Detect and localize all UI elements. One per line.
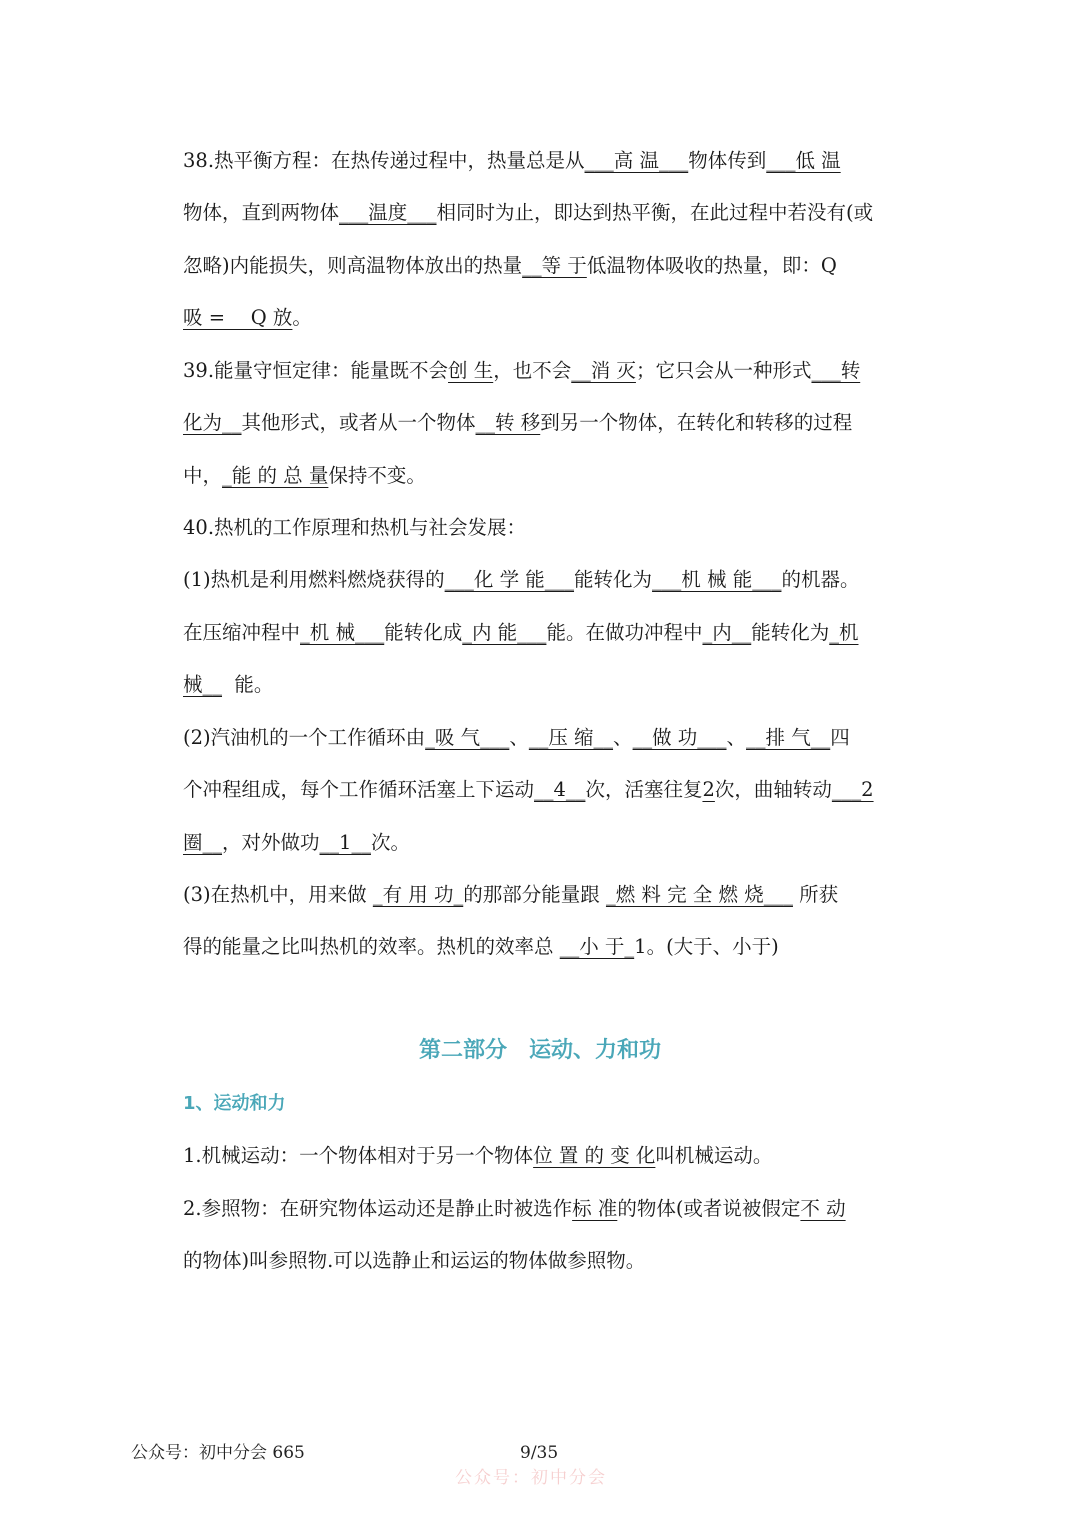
text: 四	[830, 726, 850, 749]
text: 1.机械运动：一个物体相对于另一个物体	[183, 1144, 534, 1167]
text: (3)在热机中，用来做	[183, 883, 367, 906]
blank-answer: __排 气__	[746, 726, 831, 749]
text: 次，活塞往复	[585, 778, 703, 801]
blank-answer: 械__	[183, 673, 223, 696]
text: ；它只会从一种形式	[635, 359, 812, 382]
blank-answer: 吸 = Q 放	[183, 306, 293, 329]
item-40-title: 40.热机的工作原理和热机与社会发展：	[183, 516, 527, 539]
blank-answer: _机	[829, 621, 859, 644]
blank-answer: ___转	[811, 359, 861, 382]
text: 物体传到	[688, 149, 767, 172]
blank-answer: 不 动	[800, 1197, 846, 1220]
text: 能。	[234, 673, 274, 696]
text: 的物体)叫参照物.可以选静止和运运的物体做参照物。	[183, 1249, 646, 1272]
text: 能转化为	[574, 568, 653, 591]
text: 、	[509, 726, 529, 749]
item-40-2-line-2	[183, 775, 883, 805]
blank-answer: ___温度___	[339, 201, 437, 224]
blank-answer: 圈__	[183, 831, 223, 854]
text: 忽略)内能损失，则高温物体放出的热量	[183, 254, 523, 277]
blank-answer: _吸 气___	[425, 726, 510, 749]
blank-answer: ___化 学 能___	[444, 568, 575, 591]
text: 叫机械运动。	[655, 1144, 773, 1167]
blank-answer: __1__	[319, 831, 371, 854]
blank-answer: _燃 料 完 全 燃 烧___	[605, 883, 793, 906]
text: 中，	[183, 464, 223, 487]
blank-answer: __小 于_	[559, 935, 635, 958]
watermark: 公众号：初中分会	[455, 1468, 607, 1488]
blank-answer: 化为__	[183, 411, 242, 434]
text: 、	[613, 726, 633, 749]
item-38-line-1	[183, 146, 883, 176]
section-heading: 1、运动和力	[183, 1093, 286, 1114]
text: 次。	[370, 831, 410, 854]
text: 到另一个物体，在转化和转移的过程	[540, 411, 853, 434]
item-38-line-2	[183, 198, 883, 228]
item-40-2-line-3	[183, 828, 883, 858]
text: 的那部分能量跟	[463, 883, 600, 906]
text: (2)汽油机的一个工作循环由	[183, 726, 426, 749]
blank-answer: _能 的 总 量	[222, 464, 329, 487]
text: 38.热平衡方程：在热传递过程中，热量总是从	[183, 149, 585, 172]
text: 在压缩冲程中	[183, 621, 301, 644]
blank-answer: ___高 温___	[584, 149, 689, 172]
blank-answer: 2	[702, 778, 715, 801]
item-38-line-3	[183, 251, 883, 281]
item-39-line-3	[183, 461, 883, 491]
text: 的物体(或者说被假定	[617, 1197, 801, 1220]
item-2-line-2	[183, 1246, 883, 1276]
text: 得的能量之比叫热机的效率。热机的效率总	[183, 935, 554, 958]
text: 2.参照物：在研究物体运动还是静止时被选作	[183, 1197, 573, 1220]
item-40-1-line-1	[183, 565, 883, 595]
blank-answer: _内 能___	[462, 621, 547, 644]
item-2-line-1	[183, 1194, 883, 1224]
text: ，也不会	[493, 359, 572, 382]
blank-answer: ___机 械 能___	[652, 568, 782, 591]
blank-answer: _机 械___	[300, 621, 385, 644]
blank-answer: 标 准	[572, 1197, 618, 1220]
part-heading: 第二部分 运动、力和功	[418, 1038, 661, 1063]
blank-answer: __等 于	[522, 254, 587, 277]
item-40-3-line-1	[183, 880, 883, 910]
text: 能转化成	[384, 621, 463, 644]
footer-account: 公众号：初中分会 665	[131, 1443, 305, 1463]
text: 个冲程组成，每个工作循环活塞上下运动	[183, 778, 535, 801]
text: 1。(大于、小于)	[634, 935, 779, 958]
blank-answer: __转 移	[475, 411, 541, 434]
item-40-1-line-3	[183, 670, 883, 700]
blank-answer: _有 用 功_	[372, 883, 464, 906]
text: 。	[292, 306, 312, 329]
blank-answer: _内__	[702, 621, 752, 644]
text: 、	[726, 726, 747, 749]
text: 能。在做功冲程中	[546, 621, 703, 644]
blank-answer: __做 功___	[632, 726, 727, 749]
text: 其他形式，或者从一个物体	[241, 411, 476, 434]
blank-answer: 位 置 的 变 化	[533, 1144, 656, 1167]
text: 低温物体吸收的热量，即：Q	[586, 254, 837, 277]
page-number: 9/35	[520, 1443, 559, 1463]
text: 能转化为	[751, 621, 830, 644]
text: 次，曲轴转动	[714, 778, 832, 801]
blank-answer: __4__	[534, 778, 586, 801]
text: 39.能量守恒定律：能量既不会	[183, 359, 449, 382]
item-40-3-line-2	[183, 932, 883, 962]
blank-answer: __消 灭	[571, 359, 636, 382]
blank-answer: 创 生	[448, 359, 494, 382]
item-39-line-1	[183, 356, 883, 386]
item-39-line-2	[183, 408, 883, 438]
blank-answer: ___低 温	[766, 149, 841, 172]
item-38-line-4	[183, 303, 883, 333]
item-40-1-line-2	[183, 618, 883, 648]
text: (1)热机是利用燃料燃烧获得的	[183, 568, 445, 591]
text: 物体，直到两物体	[183, 201, 340, 224]
item-1-line	[183, 1141, 883, 1171]
text: 相同时为止，即达到热平衡，在此过程中若没有(或	[436, 201, 874, 224]
text: 的机器。	[781, 568, 860, 591]
text: ，对外做功	[222, 831, 320, 854]
blank-answer: __压 缩__	[528, 726, 614, 749]
text: 所获	[799, 883, 839, 906]
text: 保持不变。	[328, 464, 426, 487]
blank-answer: ___2	[831, 778, 874, 801]
item-40-2-line-1	[183, 723, 883, 753]
